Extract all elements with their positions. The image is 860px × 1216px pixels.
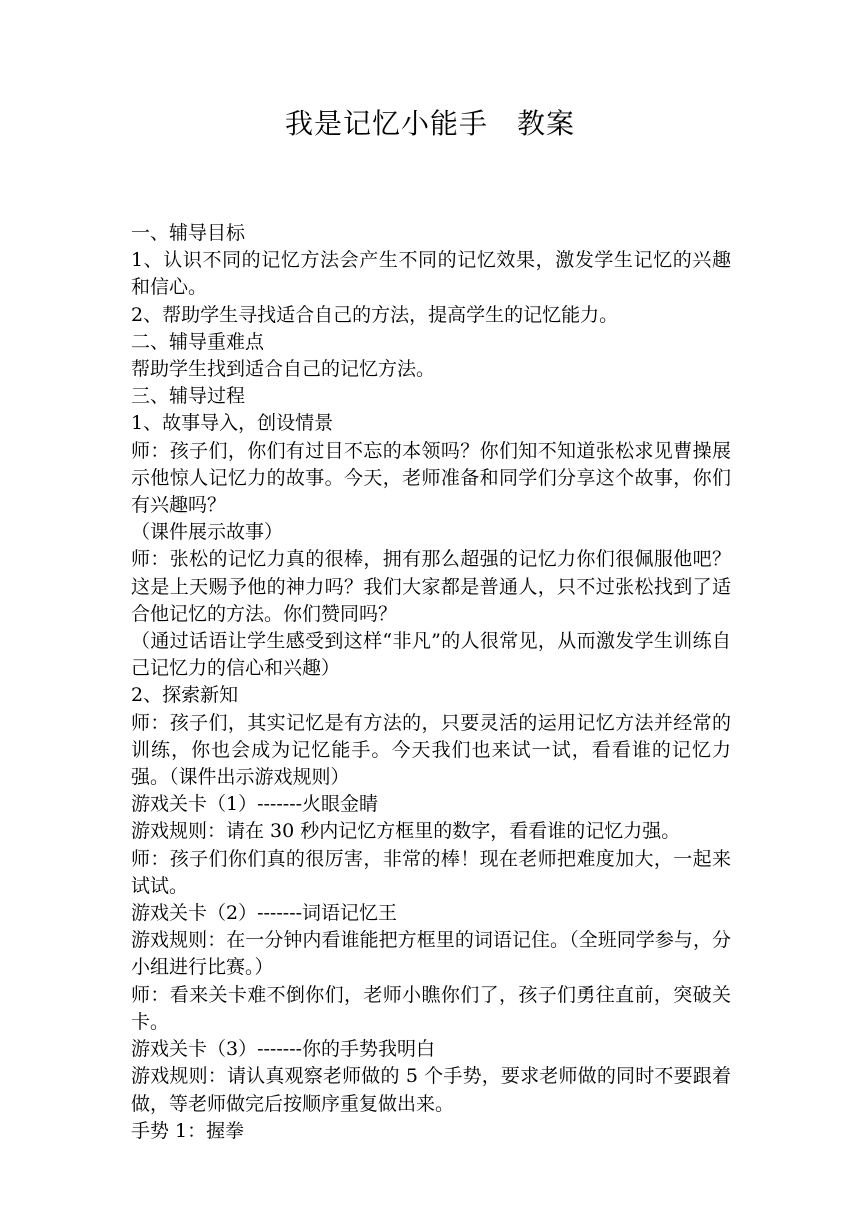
paragraph: 帮助学生找到适合自己的记忆方法。: [131, 358, 436, 381]
paragraph: 游戏关卡（1）-------火眼金睛: [131, 793, 379, 816]
paragraph: 2、探索新知: [131, 684, 239, 707]
paragraph: （课件展示故事）: [131, 521, 284, 544]
paragraph: （通过话语让学生感受到这样“非凡”的人很常见，从而激发学生训练自己记忆力的信心和兴趣）: [131, 630, 731, 680]
document-body: [131, 220, 731, 1145]
paragraph: 游戏规则：请认真观察老师做的 5 个手势，要求老师做的同时不要跟着做，等老师做完后按顺序重复做出来。: [131, 1065, 731, 1115]
paragraph: 二、辅导重难点: [131, 330, 265, 353]
paragraph: 2、帮助学生寻找适合自己的方法，提高学生的记忆能力。: [131, 303, 619, 326]
paragraph: 游戏关卡（3）-------你的手势我明白: [131, 1038, 436, 1061]
paragraph: 师：孩子们你们真的很厉害，非常的棒！现在老师把难度加大，一起来试试。: [131, 847, 731, 897]
document-title: 我是记忆小能手 教案: [284, 107, 575, 140]
paragraph: 游戏关卡（2）-------词语记忆王: [131, 902, 398, 925]
paragraph: 师：看来关卡难不倒你们，老师小瞧你们了，孩子们勇往直前，突破关卡。: [131, 983, 731, 1033]
paragraph: 1、故事导入，创设情景: [131, 412, 334, 435]
paragraph: 1、认识不同的记忆方法会产生不同的记忆效果，激发学生记忆的兴趣和信心。: [131, 249, 731, 299]
paragraph: 师：孩子们，你们有过目不忘的本领吗？你们知不知道张松求见曹操展示他惊人记忆力的故事。今天，老师准备和同学们分享这个故事，你们有兴趣吗？: [131, 439, 731, 517]
paragraph: 一、辅导目标: [131, 222, 246, 244]
paragraph: 师：张松的记忆力真的很棒，拥有那么超强的记忆力你们很佩服他吧？这是上天赐予他的神力吗？我们大家都是普通人，只不过张松找到了适合他记忆的方法。你们赞同吗？: [131, 548, 731, 625]
paragraph: 师：孩子们，其实记忆是有方法的，只要灵活的运用记忆方法并经常的训练，你也会成为记忆能手。今天我们也来试一试，看看谁的记忆力强。（课件出示游戏规则）: [131, 711, 731, 789]
paragraph: 游戏规则：在一分钟内看谁能把方框里的词语记住。（全班同学参与，分小组进行比赛。）: [131, 929, 731, 979]
paragraph: 手势 1：握拳: [131, 1119, 245, 1142]
paragraph: 三、辅导过程: [131, 385, 246, 408]
paragraph: 游戏规则：请在 30 秒内记忆方框里的数字，看看谁的记忆力强。: [131, 820, 681, 843]
